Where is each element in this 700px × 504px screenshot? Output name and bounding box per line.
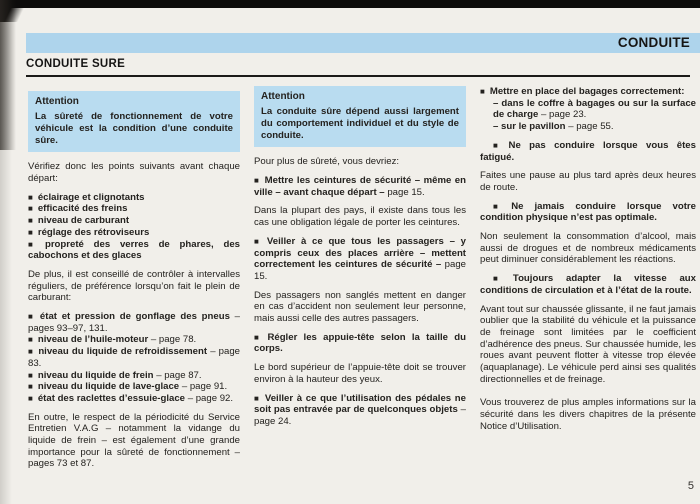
checklist bbox=[28, 192, 240, 262]
bullet-square-icon: ■ bbox=[28, 347, 34, 357]
checklist-item bbox=[28, 203, 240, 215]
level-checklist bbox=[28, 311, 240, 405]
bullet-square-icon: ■ bbox=[28, 370, 33, 380]
page-reference: page 15. bbox=[387, 186, 425, 198]
bullet-item-label: Veiller à ce que tous les passagers – y compris ceux des places arrière – mettent correctement les ceintures de sécurité – bbox=[254, 235, 466, 271]
paragraph: Non seulement la consommation d’alcool, mais aussi de drogues et de nombreux médicaments peut diminuer considérablement les réactions. bbox=[480, 231, 696, 266]
bullet-item-label: Veiller à ce que l’utilisation des pédales ne soit pas entravée par de quelconques objets bbox=[254, 392, 466, 416]
paragraph: En outre, le respect de la périodicité du Service Entretien V.A.G – notamment la vidange du liquide de frein – est également d’une grande importance pour la sûreté de fonctionnement – pages 73 et 87. bbox=[28, 411, 240, 470]
level-item-label: niveau du liquide de refroidissement bbox=[38, 346, 208, 358]
level-item-label: état et pression de gonflage des pneus bbox=[39, 311, 230, 323]
bullet-item-label: Mettre en place del bagages correctement: bbox=[489, 86, 685, 97]
page-reference: – page 23. bbox=[541, 109, 587, 121]
bullet-item bbox=[254, 332, 466, 355]
bullet-item bbox=[480, 86, 696, 98]
checklist-item bbox=[28, 192, 240, 204]
attention-box bbox=[254, 86, 466, 147]
bullet-item bbox=[480, 201, 696, 224]
section-rule bbox=[26, 75, 690, 77]
attention-body: La sûreté de fonctionnement de votre véhicule est la condition d’une conduite sûre. bbox=[35, 111, 233, 146]
page-reference: – page 92. bbox=[187, 392, 234, 404]
bullet-square-icon: ■ bbox=[254, 393, 260, 403]
bullet-square-icon: ■ bbox=[28, 227, 33, 237]
paragraph: Le bord supérieur de l’appuie-tête doit se trouver environ à la hauteur des yeux. bbox=[254, 362, 466, 385]
section-title: CONDUITE SURE bbox=[26, 58, 126, 70]
sub-item bbox=[480, 121, 696, 133]
checklist-item bbox=[28, 227, 240, 239]
page-reference: – pages 93–97, 131. bbox=[28, 311, 240, 334]
paragraph: Faites une pause au plus tard après deux heures de route. bbox=[480, 170, 696, 193]
column-2 bbox=[254, 86, 466, 477]
bullet-item-label: Régler les appuie-tête selon la taille du corps. bbox=[254, 331, 466, 355]
page-reference: – page 24. bbox=[254, 404, 467, 427]
sub-item-label: – sur le pavillon bbox=[493, 121, 566, 133]
attention-body: La conduite sûre dépend aussi largement du comportement individuel et du style de conduite. bbox=[261, 106, 459, 141]
bullet-item-label: Ne pas conduire lorsque vous êtes fatigué. bbox=[480, 139, 696, 163]
checklist-item-label: efficacité des freins bbox=[37, 203, 128, 215]
level-item bbox=[28, 370, 240, 382]
paragraph: De plus, il est conseillé de contrôler à intervalles réguliers, de préférence lorsqu’on fait le plein de carburant: bbox=[28, 268, 240, 304]
column-1 bbox=[28, 86, 240, 477]
chapter-band bbox=[26, 33, 700, 53]
page-reference: – page 83. bbox=[28, 346, 240, 369]
bullet-item bbox=[480, 140, 696, 163]
attention-box bbox=[28, 91, 240, 152]
paragraph: Dans la plupart des pays, il existe dans tous les cas une obligation légale de porter les ceintures. bbox=[254, 205, 466, 229]
bullet-square-icon: ■ bbox=[493, 201, 507, 211]
level-item bbox=[28, 334, 240, 346]
page-reference: – page 78. bbox=[150, 334, 197, 346]
page-reference: – page 55. bbox=[568, 121, 614, 133]
luggage-bullet-group bbox=[480, 86, 696, 133]
paragraph: Des passagers non sanglés mettent en danger en cas d’accident non seulement leur personne, mais aussi celle des autres passagers. bbox=[254, 289, 466, 325]
page-number: 5 bbox=[687, 480, 694, 492]
bullet-item-label: Mettre les ceintures de sécurité – même en ville – avant chaque départ – bbox=[254, 175, 466, 198]
paragraph: Pour plus de sûreté, vous devriez: bbox=[254, 156, 400, 168]
bullet-item-label: Toujours adapter la vitesse aux conditions de circulation et à l’état de la route. bbox=[480, 273, 696, 296]
chapter-title: CONDUITE bbox=[617, 35, 690, 50]
bullet-square-icon: ■ bbox=[28, 204, 33, 214]
bullet-square-icon: ■ bbox=[480, 87, 485, 96]
bullet-item-label: Ne jamais conduire lorsque votre condition physique n’est pas optimale. bbox=[480, 200, 696, 224]
column-3 bbox=[480, 86, 696, 477]
bullet-square-icon: ■ bbox=[28, 393, 33, 403]
attention-title: Attention bbox=[261, 91, 305, 102]
bullet-square-icon: ■ bbox=[493, 274, 508, 284]
checklist-item bbox=[28, 215, 240, 227]
checklist-item-label: réglage des rétroviseurs bbox=[37, 226, 150, 238]
level-item bbox=[28, 393, 240, 405]
text-columns bbox=[28, 86, 696, 477]
attention-title: Attention bbox=[35, 96, 79, 107]
bullet-item bbox=[254, 393, 466, 428]
scanner-edge-top bbox=[0, 0, 700, 8]
bullet-square-icon: ■ bbox=[28, 335, 33, 345]
bullet-square-icon: ■ bbox=[254, 176, 260, 185]
paragraph: Avant tout sur chaussée glissante, il ne faut jamais oublier que la stabilité du véhicule et la puissance de freinage sont limitées par le coefficient d’adhérence des pneus. Sur chaussée humide, les roues avant peuvent flotter à vitesse trop élevée (aquaplanage). Le véhicule perd ainsi ses qualités directionnelles et de freinage. bbox=[480, 303, 696, 385]
bullet-square-icon: ■ bbox=[28, 192, 33, 202]
bullet-item bbox=[254, 175, 466, 198]
page-curl-shadow-soft bbox=[0, 0, 12, 504]
bullet-item bbox=[254, 236, 466, 283]
bullet-square-icon: ■ bbox=[28, 382, 33, 392]
paragraph: Vous trouverez de plus amples informations sur la sécurité dans les divers chapitres de la présente Notice d’Utilisation. bbox=[480, 397, 696, 432]
checklist-item bbox=[28, 239, 240, 262]
checklist-item-label: propreté des verres de phares, des cabochons et des glaces bbox=[28, 238, 240, 262]
sub-item-label: – dans le coffre à bagages ou sur la surface de charge bbox=[493, 97, 696, 121]
bullet-square-icon: ■ bbox=[254, 332, 263, 342]
bullet-square-icon: ■ bbox=[28, 312, 35, 322]
bullet-square-icon: ■ bbox=[493, 140, 504, 150]
bullet-item bbox=[480, 273, 696, 296]
level-item-label: niveau du liquide de frein bbox=[37, 369, 154, 381]
level-item-label: niveau du liquide de lave-glace bbox=[37, 381, 180, 393]
page-reference: – page 91. bbox=[181, 381, 228, 393]
checklist-item-label: niveau de carburant bbox=[37, 215, 130, 227]
sub-item bbox=[480, 98, 696, 121]
bullet-square-icon: ■ bbox=[254, 236, 262, 246]
page-reference: page 15. bbox=[254, 259, 467, 282]
level-item-label: état des raclettes d’essuie-glace bbox=[37, 392, 186, 404]
level-item-label: niveau de l’huile-moteur bbox=[37, 334, 149, 346]
paragraph: Vérifiez donc les points suivants avant chaque départ: bbox=[28, 161, 240, 184]
bullet-square-icon: ■ bbox=[28, 239, 40, 249]
level-item bbox=[28, 346, 240, 369]
checklist-item-label: éclairage et clignotants bbox=[37, 191, 145, 203]
page-reference: – page 87. bbox=[156, 369, 202, 381]
bullet-square-icon: ■ bbox=[28, 216, 33, 226]
level-item bbox=[28, 311, 240, 334]
level-item bbox=[28, 381, 240, 393]
